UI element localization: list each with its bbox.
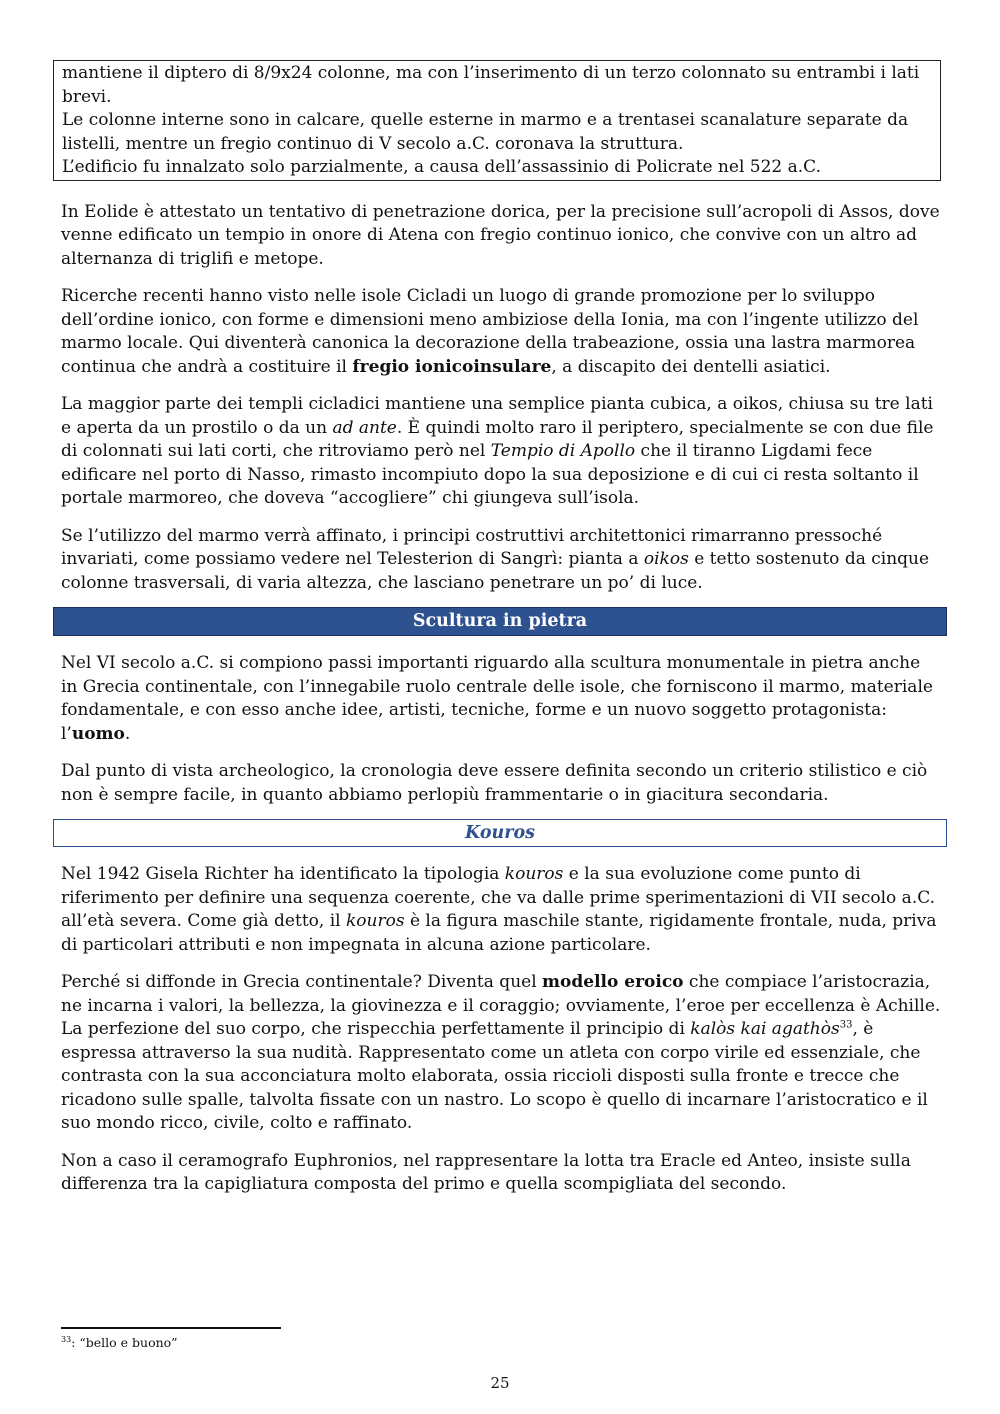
box-paragraph-3: L’edificio fu innalzato solo parzialmente, a causa dell’assassinio di Policrate nel 522 a.C.: [62, 157, 821, 177]
bordered-text-box: [53, 60, 941, 181]
page-content: [61, 60, 941, 1211]
paragraph-perche: [61, 971, 941, 1136]
italic-term: oikos: [643, 549, 689, 569]
footnote-reference[interactable]: 33: [839, 1019, 853, 1031]
text-run: , a discapito dei dentelli asiatici.: [551, 356, 831, 377]
subsection-heading-kouros: Kouros: [53, 819, 947, 847]
italic-term: ad ante: [332, 417, 397, 438]
paragraph-eolide: In Eolide è attestato un tentativo di penetrazione dorica, per la precisione sull’acropoli di Assos, dove venne edificato un tempio in onore di Atena con fregio continuo ionico, che convive con un altro ad alternanza di triglifi e metope.: [61, 201, 940, 269]
text-run: . È quindi molto raro il periptero, specialmente se con due file di colonnati sui lati corti, che ritroviamo però nel: [61, 417, 934, 461]
italic-term: kouros: [504, 864, 564, 884]
text-run: Perché si diffonde in Grecia continentale? Diventa quel: [61, 972, 543, 992]
text-run: Nel 1942 Gisela Richter ha identificato la tipologia: [61, 864, 505, 884]
paragraph-cronologia: Dal punto di vista archeologico, la cronologia deve essere definita secondo un criterio stilistico e ciò non è sempre facile, in quanto abbiamo perlopiù frammentarie o in giacitura secondaria.: [61, 761, 928, 805]
bold-term: fregio ionicoinsulare: [352, 356, 552, 377]
text-run: che il tiranno Ligdami fece edificare nel porto di Nasso, rimasto incompiuto dopo la sua deposizione e di cui ci resta soltanto il portale marmoreo, che doveva “accogliere” chi giungeva sull’isola.: [61, 441, 919, 508]
section-heading-scultura: Scultura in pietra: [53, 607, 947, 636]
text-run: Se l’utilizzo del marmo verrà affinato, i principi costruttivi architettonici rimarranno pressoché invariati, come possiamo vedere nel Telesterion di Sangrì: pianta a: [61, 525, 883, 569]
paragraph-templi: [61, 393, 941, 511]
italic-term: kalòs kai agathòs: [690, 1019, 840, 1039]
footnote: [61, 1335, 178, 1351]
footnote-text: : “bello e buono”: [71, 1335, 178, 1350]
text-run: è la figura maschile stante, rigidamente frontale, nuda, priva di particolari attributi e non impegnata in alcuna azione particolare.: [61, 911, 937, 955]
paragraph-vi-secolo: [61, 652, 941, 746]
paragraph-richter: [61, 863, 941, 957]
page-number: 25: [490, 1374, 510, 1392]
footnote-number: 33: [61, 1334, 72, 1344]
box-paragraph-1: mantiene il diptero di 8/9x24 colonne, ma con l’inserimento di un terzo colonnato su entrambi i lati brevi.: [62, 63, 920, 107]
text-run: , è espressa attraverso la sua nudità. Rappresentato come un atleta con corpo virile ed essenziale, che contrasta con la sua acconciatura molto elaborata, ossia riccioli disposti sulla fronte e trecce che ricadono sulle spalle, talvolta fissate con un nastro. Lo scopo è quello di incarnare l’aristocratico e il suo mondo ricco, civile, colto e raffinato.: [61, 1019, 928, 1133]
text-run: Nel VI secolo a.C. si compiono passi importanti riguardo alla scultura monumentale in pietra anche in Grecia continentale, con l’innegabile ruolo centrale delle isole, che forniscono il marmo, materiale fondamentale, e con esso anche idee, artisti, tecniche, forme e un nuovo soggetto protagonista: l’: [61, 653, 933, 744]
box-paragraph-2: Le colonne interne sono in calcare, quelle esterne in marmo e a trentasei scanalature separate da listelli, mentre un fregio continuo di V secolo a.C. coronava la struttura.: [62, 110, 909, 154]
text-run: La maggior parte dei templi cicladici mantiene una semplice pianta cubica, a oikos, chiusa su tre lati e aperta da un prostilo o da un: [61, 394, 933, 438]
paragraph-marmo: [61, 525, 941, 596]
paragraph-euphronios: Non a caso il ceramografo Euphronios, nel rappresentare la lotta tra Eracle ed Anteo, insiste sulla differenza tra la capigliatura composta del primo e quella scompigliata del secondo.: [61, 1150, 911, 1194]
text-run: e tetto sostenuto da cinque colonne trasversali, di varia altezza, che lasciano penetrare un po’ di luce.: [61, 549, 930, 593]
text-run: e la sua evoluzione come punto di riferimento per definire una sequenza coerente, che va dalle prime sperimentazioni di VII secolo a.C. all’età severa. Come già detto, il: [61, 864, 936, 931]
bold-term: modello eroico: [542, 972, 684, 992]
text-run: .: [124, 723, 131, 744]
italic-term: Tempio di Apollo: [490, 441, 636, 461]
footnote-divider: [61, 1327, 281, 1329]
bold-term: uomo: [71, 723, 125, 744]
paragraph-cicladi: [61, 285, 941, 379]
text-run: Ricerche recenti hanno visto nelle isole Cicladi un luogo di grande promozione per lo sviluppo dell’ordine ionico, con forme e dimensioni meno ambiziose della Ionia, ma con l’ingente utilizzo del marmo locale. Qui diventerà canonica la decorazione della trabeazione, ossia una lastra marmorea continua che andrà a costituire il: [61, 286, 919, 377]
text-run: che compiace l’aristocrazia, ne incarna i valori, la bellezza, la giovinezza e il coraggio; ovviamente, l’eroe per eccellenza è Achille. La perfezione del suo corpo, che rispecchia perfettamente il principio di: [61, 972, 941, 1039]
italic-term: kouros: [345, 911, 405, 931]
